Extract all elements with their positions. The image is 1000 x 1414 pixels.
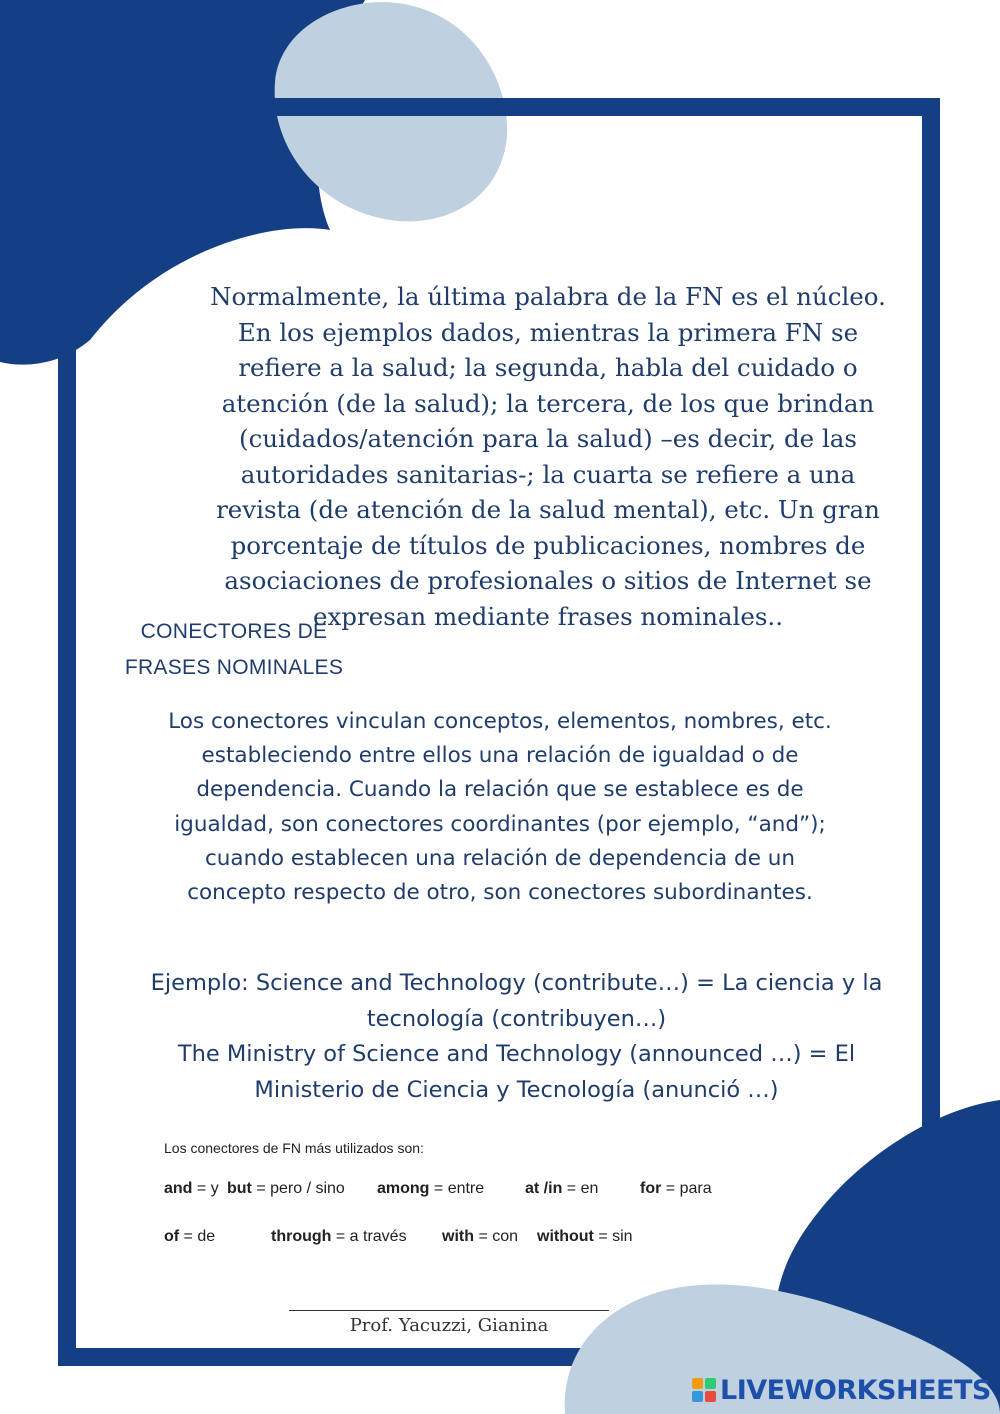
connector-meaning: = entre (429, 1180, 485, 1197)
connector-item (377, 1180, 484, 1198)
connector-term: but (227, 1180, 252, 1197)
connector-meaning: = y (192, 1180, 219, 1197)
connector-item (271, 1228, 407, 1246)
connector-term: at /in (525, 1180, 563, 1197)
connector-item (537, 1228, 633, 1246)
connector-meaning: = sin (593, 1228, 633, 1245)
connectors-row-1 (164, 1180, 784, 1228)
connector-item (164, 1228, 215, 1246)
connector-term: among (377, 1180, 430, 1197)
connectors-list (164, 1140, 784, 1276)
teacher-signature: Prof. Yacuzzi, Gianina (289, 1310, 609, 1336)
connector-item (525, 1180, 598, 1198)
example-line-2: The Ministry of Science and Technology (announced …) = El Ministerio de Ciencia y Tecnología (anunció …) (177, 1041, 856, 1103)
section-title-line2: FRASES NOMINALES (124, 656, 344, 679)
connector-term: and (164, 1180, 193, 1197)
connector-term: of (164, 1228, 180, 1245)
connectors-intro: Los conectores de FN más utilizados son: (164, 1140, 424, 1156)
example-line-1: Ejemplo: Science and Technology (contribute…) = La ciencia y la tecnología (contribuyen…) (150, 970, 883, 1032)
section-title-line1: CONECTORES DE (140, 620, 328, 643)
connector-item (164, 1180, 219, 1198)
connector-meaning: = con (474, 1228, 519, 1245)
connector-term: through (271, 1228, 332, 1245)
watermark-text: LIVEWORKSHEETS (720, 1374, 991, 1406)
connector-meaning: = para (661, 1180, 712, 1197)
connector-term: without (537, 1228, 594, 1245)
intro-paragraph: Normalmente, la última palabra de la FN es el núcleo. En los ejemplos dados, mientras la primera FN se refiere a la salud; la segunda, habla del cuidado o atención (de la salud); la tercera, de los que brindan (cuidados/atención para la salud) –es decir, de las autoridades sanitarias-; la cuarta se refiere a una revista (de atención de la salud mental), etc. Un gran porcentaje de títulos de publicaciones, nombres de asociaciones de profesionales o sitios de Internet se expresan mediante frases nominales.. (210, 282, 886, 631)
connector-item (227, 1180, 345, 1198)
section-title (118, 614, 350, 686)
liveworksheets-logo-icon (692, 1378, 716, 1402)
connector-term: with (442, 1228, 474, 1245)
connector-item (442, 1228, 518, 1246)
connector-term: for (640, 1180, 662, 1197)
connector-meaning: = de (179, 1228, 216, 1245)
connector-meaning: = a través (331, 1228, 407, 1245)
connector-item (640, 1180, 712, 1198)
connectors-paragraph: Los conectores vinculan conceptos, elementos, nombres, etc. estableciendo entre ellos una relación de igualdad o de dependencia. Cuando la relación que se establece es de igualdad, son conectores coordinantes (por ejemplo, “and”); cuando establecen una relación de dependencia de un concepto respecto de otro, son conectores subordinantes. (168, 709, 832, 906)
connector-meaning: = en (562, 1180, 599, 1197)
liveworksheets-watermark (692, 1372, 992, 1408)
example-block (124, 966, 909, 1108)
connector-meaning: = pero / sino (251, 1180, 345, 1197)
connectors-row-2 (164, 1228, 784, 1276)
